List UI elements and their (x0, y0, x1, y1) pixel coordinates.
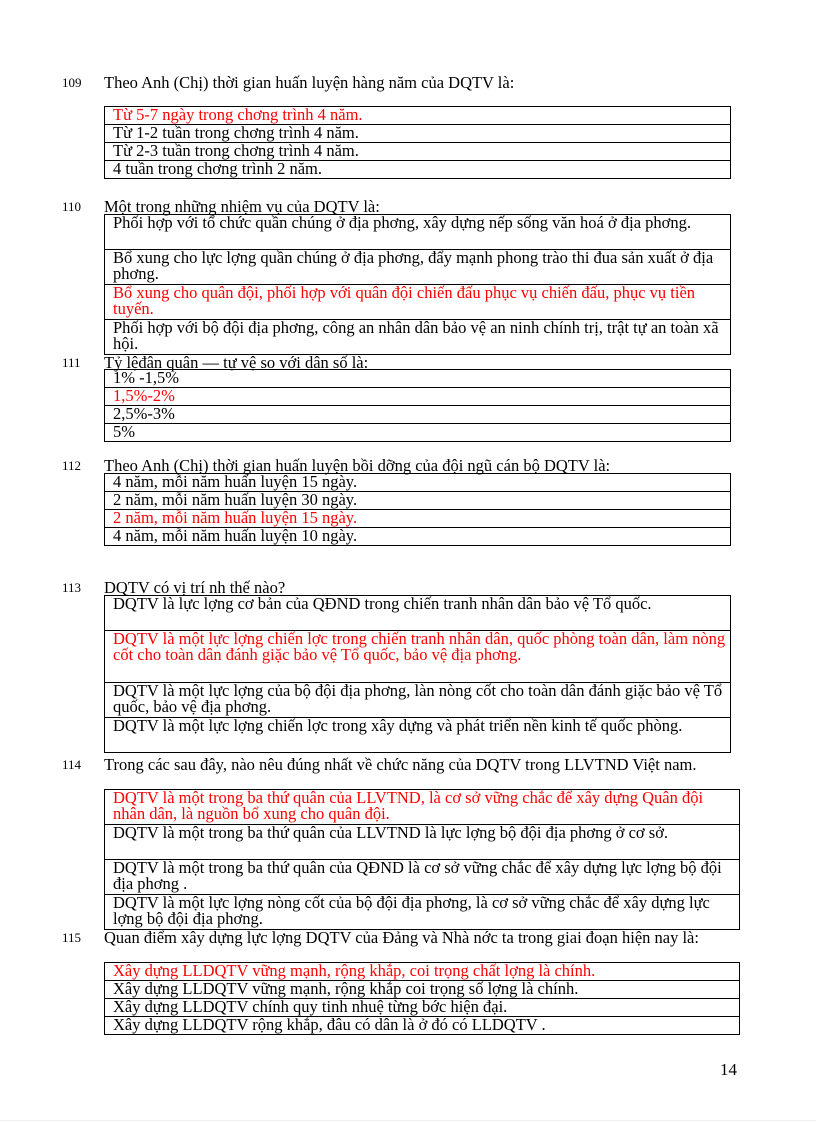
option-a: DQTV là lực lợng cơ bản của QĐND trong chiến tranh nhân dân bảo vệ Tổ quốc. (105, 596, 730, 631)
option-b: Bổ xung cho lực lợng quần chúng ở địa phơng, đẩy mạnh phong trào thi đua sản xuất ở địa phơng. (105, 250, 730, 285)
option-c: Bổ xung cho quân đội, phối hợp với quân đội chiến đấu phục vụ chiến đấu, phục vụ tiền tuyến. (105, 285, 730, 320)
page-number: 14 (720, 1060, 737, 1079)
question-text: Quan điểm xây dựng lực lợng DQTV của Đảng và Nhà nớc ta trong giai đoạn hiện nay là: (104, 928, 699, 947)
option-c: Từ 2-3 tuần trong chơng trình 4 năm. (105, 143, 730, 161)
question-text: Theo Anh (Chị) thời gian huấn luyện bồi dỡng của đội ngũ cán bộ DQTV là: (104, 456, 611, 475)
options-box (104, 214, 731, 355)
option-a: 1% -1,5% (105, 370, 730, 388)
page-edge (0, 1120, 816, 1121)
option-d: 4 năm, mỗi năm huấn luyện 10 ngày. (105, 528, 730, 546)
question-number: 114 (62, 757, 82, 772)
question-number: 113 (62, 580, 82, 595)
question-number: 110 (62, 199, 82, 214)
question-number: 115 (62, 930, 82, 945)
option-d: Phối hợp với bộ đội địa phơng, công an nhân dân bảo vệ an ninh chính trị, trật tự an toàn xã hội. (105, 320, 730, 355)
question-number: 112 (62, 458, 82, 473)
option-b: 2 năm, mỗi năm huấn luyện 30 ngày. (105, 492, 730, 510)
option-a: Từ 5-7 ngày trong chơng trình 4 năm. (105, 107, 730, 125)
question-number: 109 (62, 75, 82, 90)
options-box (104, 595, 731, 753)
option-b: DQTV là một lực lợng chiến lợc trong chiến tranh nhân dân, quốc phòng toàn dân, làm nòng cốt cho toàn dân đánh giặc bảo vệ Tổ quốc, bảo vệ địa phơng. (105, 631, 730, 683)
option-c: Xây dựng LLDQTV chính quy tinh nhuệ từng bớc hiện đại. (105, 999, 739, 1017)
option-b: Từ 1-2 tuần trong chơng trình 4 năm. (105, 125, 730, 143)
option-c: 2,5%-3% (105, 406, 730, 424)
option-b: Xây dựng LLDQTV vững mạnh, rộng khắp coi trọng số lợng là chính. (105, 981, 739, 999)
option-d: Xây dựng LLDQTV rộng khắp, đâu có dân là ở đó có LLDQTV . (105, 1017, 739, 1035)
question-text: Một trong những nhiệm vụ của DQTV là: (104, 197, 380, 216)
option-a: Xây dựng LLDQTV vững mạnh, rộng khắp, coi trọng chất lợng là chính. (105, 963, 739, 981)
options-box (104, 369, 731, 442)
options-box (104, 789, 740, 930)
option-a: 4 năm, mỗi năm huấn luyện 15 ngày. (105, 474, 730, 492)
options-box (104, 106, 731, 179)
option-d: DQTV là một lực lợng nòng cốt của bộ đội địa phơng, là cơ sở vững chắc để xây dựng lực lợng bộ đội địa phơng. (105, 895, 739, 930)
option-c: DQTV là một trong ba thứ quân của QĐND là cơ sở vững chắc để xây dựng lực lợng bộ đội địa phơng . (105, 860, 739, 895)
option-c: DQTV là một lực lợng của bộ đội địa phơng, làn nòng cốt cho toàn dân đánh giặc bảo vệ Tổ quốc, bảo vệ địa phơng. (105, 683, 730, 718)
question-text: DQTV có vị trí nh thế nào? (104, 578, 286, 597)
options-box (104, 473, 731, 546)
question-text: Theo Anh (Chị) thời gian huấn luyện hàng năm của DQTV là: (104, 73, 515, 92)
question-number: 111 (62, 355, 81, 370)
question-text: Tỷ lệđân quân — tự vệ so với dân số là: (104, 353, 369, 372)
option-d: 5% (105, 424, 730, 442)
question-text: Trong các sau đây, nào nêu đúng nhất về chức năng của DQTV trong LLVTND Việt nam. (104, 755, 697, 774)
options-box (104, 962, 740, 1035)
option-a: Phối hợp với tổ chức quần chúng ở địa phơng, xây dựng nếp sống văn hoá ở địa phơng. (105, 215, 730, 250)
option-d: 4 tuần trong chơng trình 2 năm. (105, 161, 730, 179)
option-b: 1,5%-2% (105, 388, 730, 406)
option-c: 2 năm, mỗi năm huấn luyện 15 ngày. (105, 510, 730, 528)
option-d: DQTV là một lực lợng chiến lợc trong xây dựng và phát triển nền kinh tế quốc phòng. (105, 718, 730, 753)
option-a: DQTV là một trong ba thứ quân của LLVTND, là cơ sở vững chắc để xây dựng Quân đội nhân dân, là nguồn bổ xung cho quân đội. (105, 790, 739, 825)
option-b: DQTV là một trong ba thứ quân của LLVTND là lực lợng bộ đội địa phơng ở cơ sở. (105, 825, 739, 860)
